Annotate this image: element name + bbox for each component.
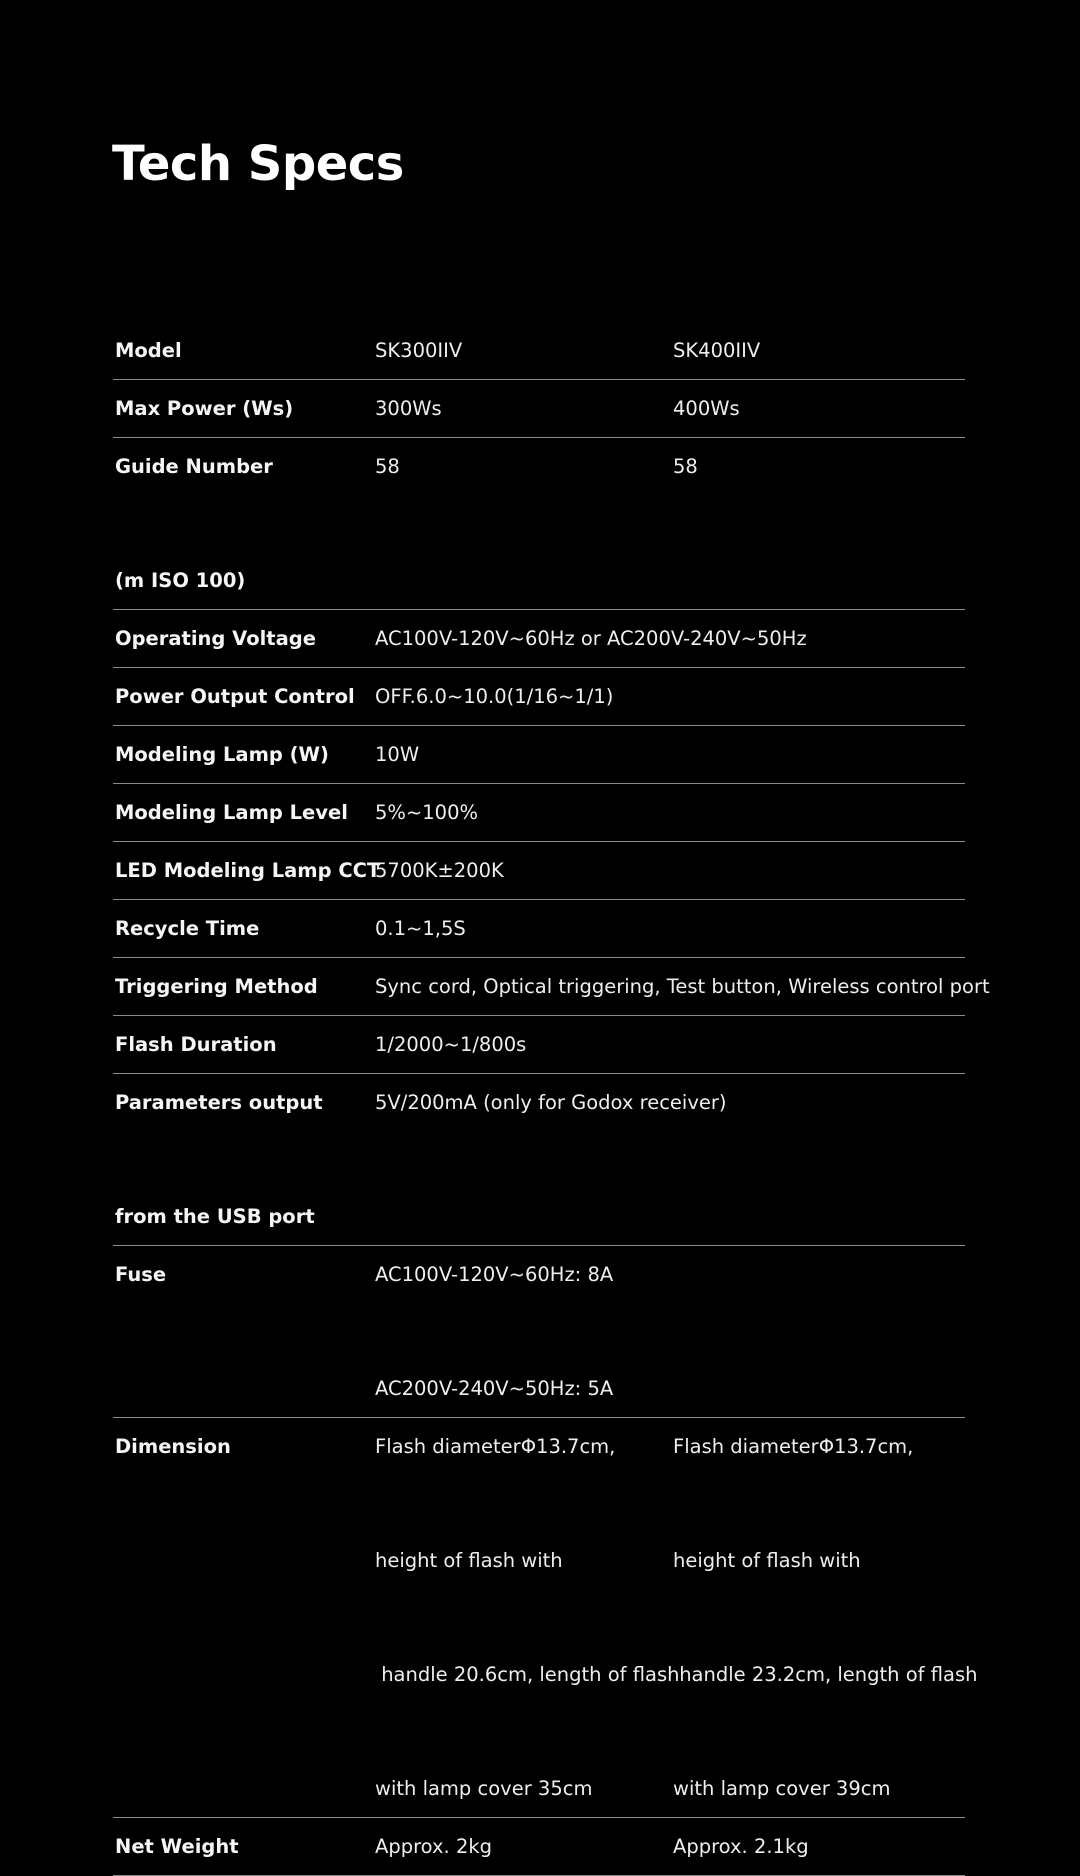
spec-value-sk300iiv: Approx. 2kg <box>375 1835 493 1858</box>
spec-value-shared: AC100V-120V~60Hz or AC200V-240V~50Hz <box>375 627 807 650</box>
spec-value-shared: 5700K±200K <box>375 859 504 882</box>
spec-value-shared: 5%~100% <box>375 801 479 824</box>
spec-row-triggering-method <box>113 958 990 1016</box>
spec-label: Power Output Control <box>115 685 355 708</box>
spec-row-model <box>113 322 965 380</box>
spec-row-max-power <box>113 380 965 438</box>
spec-label: Fuse <box>115 1263 167 1286</box>
spec-value-shared: 5V/200mA (only for Godox receiver) <box>375 1091 727 1114</box>
spec-value-sk300iiv: Flash diameterΦ13.7cm, height of flash with handle 20.6cm, length of flash with lamp cover 35cm <box>375 1435 680 1800</box>
spec-value-shared: 1/2000~1/800s <box>375 1033 527 1056</box>
spec-value-sk300iiv: 58 <box>375 455 400 478</box>
spec-row-net-weight <box>113 1818 965 1876</box>
spec-value-shared: 0.1~1,5S <box>375 917 466 940</box>
spec-value-shared: 10W <box>375 743 420 766</box>
spec-label: Net Weight <box>115 1835 239 1858</box>
spec-value-sk400iiv: Flash diameterΦ13.7cm, height of flash with handle 23.2cm, length of flash with lamp cover 39cm <box>673 1435 978 1800</box>
spec-value-sk400iiv: 58 <box>673 455 698 478</box>
spec-row-recycle-time <box>113 900 965 958</box>
spec-value-sk300iiv: SK300IIV <box>375 339 463 362</box>
spec-value-shared: OFF.6.0~10.0(1/16~1/1) <box>375 685 614 708</box>
spec-value-sk300iiv: 300Ws <box>375 397 442 420</box>
page-title: Tech Specs <box>112 136 404 192</box>
spec-label: Flash Duration <box>115 1033 277 1056</box>
spec-row-operating-voltage <box>113 610 965 668</box>
spec-value-shared: Sync cord, Optical triggering, Test button, Wireless control port <box>375 975 990 998</box>
spec-table <box>113 322 990 1876</box>
spec-row-usb-output <box>113 1074 965 1246</box>
spec-label: Recycle Time <box>115 917 260 940</box>
spec-label: Max Power (Ws) <box>115 397 294 420</box>
spec-label: Guide Number (m ISO 100) <box>115 455 273 592</box>
spec-row-flash-duration <box>113 1016 965 1074</box>
spec-label: Operating Voltage <box>115 627 316 650</box>
spec-label: Modeling Lamp (W) <box>115 743 329 766</box>
spec-value-shared: AC100V-120V~60Hz: 8A AC200V-240V~50Hz: 5A <box>375 1263 614 1400</box>
spec-value-sk400iiv: Approx. 2.1kg <box>673 1835 809 1858</box>
spec-row-power-output-control <box>113 668 965 726</box>
spec-row-modeling-lamp-level <box>113 784 965 842</box>
spec-label: Dimension <box>115 1435 231 1458</box>
spec-row-guide-number <box>113 438 965 610</box>
spec-row-modeling-lamp <box>113 726 965 784</box>
spec-value-sk400iiv: 400Ws <box>673 397 740 420</box>
spec-label: Model <box>115 339 182 362</box>
spec-row-dimension <box>113 1418 978 1818</box>
spec-label: LED Modeling Lamp CCT <box>115 859 381 882</box>
spec-label: Modeling Lamp Level <box>115 801 348 824</box>
spec-label: Parameters output from the USB port <box>115 1091 323 1228</box>
spec-value-sk400iiv: SK400IIV <box>673 339 761 362</box>
spec-row-fuse <box>113 1246 965 1418</box>
spec-label: Triggering Method <box>115 975 318 998</box>
spec-row-led-cct <box>113 842 965 900</box>
